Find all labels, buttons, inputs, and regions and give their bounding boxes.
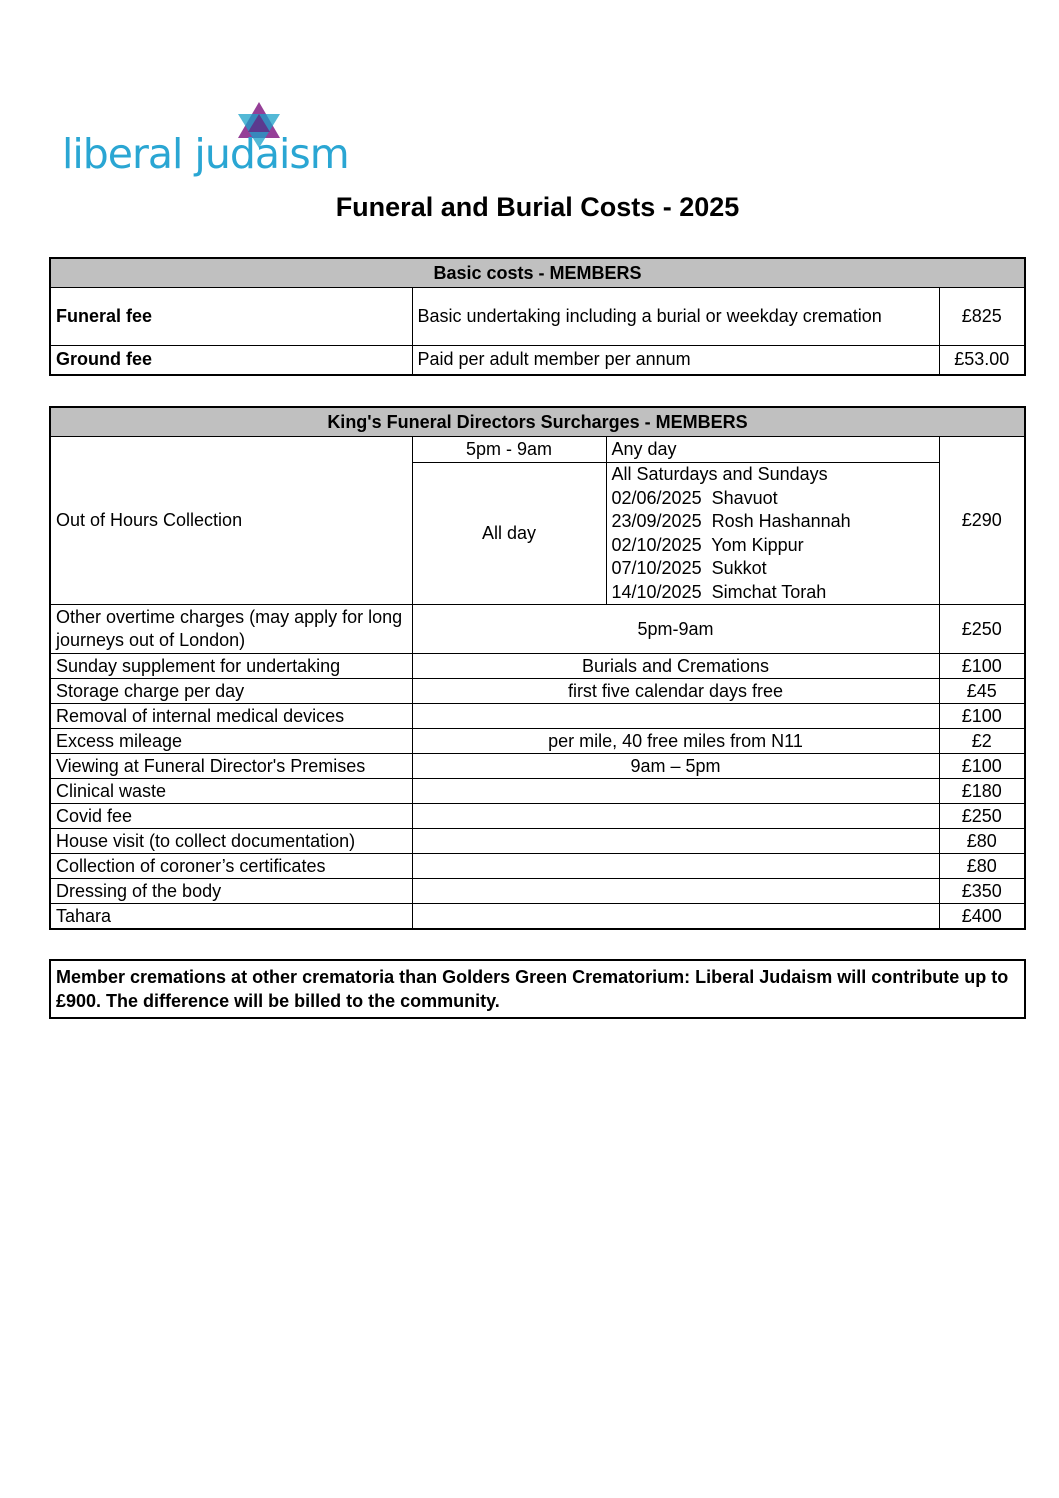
table-row <box>50 605 1025 654</box>
out-of-hours-day-1: Any day <box>606 437 939 463</box>
row-price: £825 <box>939 288 1025 346</box>
table-row <box>50 854 1025 879</box>
row-label: House visit (to collect documentation) <box>50 829 412 854</box>
table-row <box>50 704 1025 729</box>
row-price: £80 <box>939 829 1025 854</box>
liberal-judaism-logo <box>62 100 349 185</box>
row-detail: first five calendar days free <box>412 679 939 704</box>
table-row <box>50 904 1025 930</box>
table-row <box>50 437 1025 463</box>
row-price: £100 <box>939 654 1025 679</box>
table-row <box>50 779 1025 804</box>
row-price: £53.00 <box>939 346 1025 375</box>
list-item: 02/10/2025 Yom Kippur <box>611 534 804 555</box>
row-detail: 5pm-9am <box>412 605 939 654</box>
row-price: £350 <box>939 879 1025 904</box>
page-title: Funeral and Burial Costs - 2025 <box>335 192 740 222</box>
row-label: Excess mileage <box>50 729 412 754</box>
row-label: Viewing at Funeral Director's Premises <box>50 754 412 779</box>
row-detail <box>412 879 939 904</box>
row-price: £100 <box>939 754 1025 779</box>
out-of-hours-days-list <box>606 463 939 605</box>
table-row <box>50 346 1025 375</box>
table-row <box>50 654 1025 679</box>
table-row <box>50 754 1025 779</box>
row-detail: Burials and Cremations <box>412 654 939 679</box>
row-detail: 9am – 5pm <box>412 754 939 779</box>
table-row <box>50 288 1025 346</box>
row-label: Covid fee <box>50 804 412 829</box>
row-price: £400 <box>939 904 1025 930</box>
row-label: Removal of internal medical devices <box>50 704 412 729</box>
table-row <box>50 804 1025 829</box>
out-of-hours-price: £290 <box>939 437 1025 605</box>
row-detail: per mile, 40 free miles from N11 <box>412 729 939 754</box>
out-of-hours-time-2: All day <box>412 463 606 605</box>
cremation-contribution-note: Member cremations at other crematoria than Golders Green Crematorium: Liberal Judaism will contribute up to £900. The difference will be billed to the community. <box>49 959 1026 1019</box>
row-label: Clinical waste <box>50 779 412 804</box>
row-price: £100 <box>939 704 1025 729</box>
row-label: Dressing of the body <box>50 879 412 904</box>
row-price: £180 <box>939 779 1025 804</box>
row-detail <box>412 904 939 930</box>
row-label: Ground fee <box>50 346 412 375</box>
list-item: All Saturdays and Sundays <box>611 464 828 484</box>
list-item: 07/10/2025 Sukkot <box>611 558 767 578</box>
row-price: £250 <box>939 605 1025 654</box>
table-row <box>50 679 1025 704</box>
row-label: Sunday supplement for undertaking <box>50 654 412 679</box>
out-of-hours-time-1: 5pm - 9am <box>412 437 606 463</box>
row-price: £2 <box>939 729 1025 754</box>
row-detail <box>412 829 939 854</box>
surcharges-table <box>49 406 1026 930</box>
row-label: Other overtime charges (may apply for long journeys out of London) <box>50 605 412 654</box>
surcharges-header: King's Funeral Directors Surcharges - MEMBERS <box>50 407 1025 437</box>
list-item: 23/09/2025 Rosh Hashannah <box>611 511 851 531</box>
table-row <box>50 879 1025 904</box>
row-description: Paid per adult member per annum <box>412 346 939 375</box>
row-detail <box>412 854 939 879</box>
row-label: Funeral fee <box>50 288 412 346</box>
list-item: 02/06/2025 Shavuot <box>611 487 778 508</box>
row-description: Basic undertaking including a burial or weekday cremation <box>412 288 939 346</box>
row-label: Storage charge per day <box>50 679 412 704</box>
basic-costs-header: Basic costs - MEMBERS <box>50 258 1025 288</box>
out-of-hours-label: Out of Hours Collection <box>50 437 412 605</box>
row-price: £45 <box>939 679 1025 704</box>
logo-wordmark: liberal judaism <box>62 130 349 178</box>
basic-costs-table <box>49 257 1026 376</box>
table-row <box>50 829 1025 854</box>
row-price: £250 <box>939 804 1025 829</box>
row-price: £80 <box>939 854 1025 879</box>
row-detail <box>412 704 939 729</box>
list-item: 14/10/2025 Simchat Torah <box>611 581 827 602</box>
row-label: Tahara <box>50 904 412 930</box>
row-detail <box>412 779 939 804</box>
row-detail <box>412 804 939 829</box>
row-label: Collection of coroner’s certificates <box>50 854 412 879</box>
table-row <box>50 729 1025 754</box>
